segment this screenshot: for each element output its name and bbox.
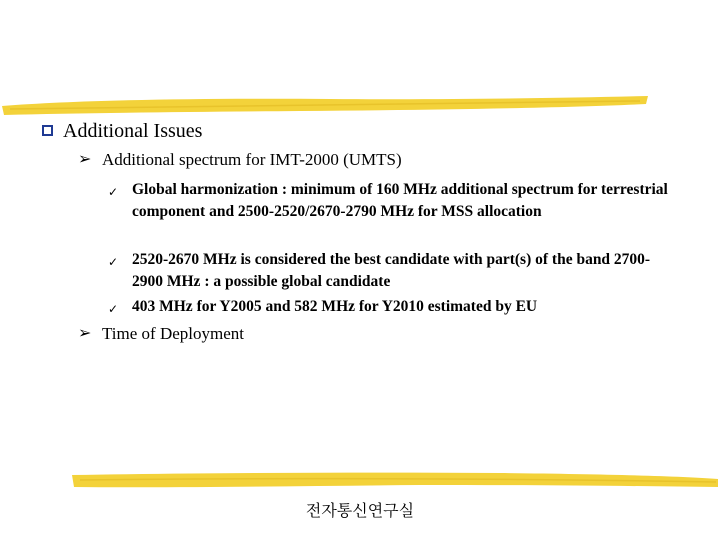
subheading-spectrum (78, 150, 402, 170)
main-heading (42, 120, 202, 143)
bullet-text: 403 MHz for Y2005 and 582 MHz for Y2010 estimated by EU (132, 298, 538, 315)
top-brush-stroke (0, 84, 720, 124)
checkmark-icon: ✓ (108, 255, 119, 269)
subheading-deployment-label: Time of Deployment (102, 324, 244, 343)
bullet-text: 2520-2670 MHz is considered the best candidate with part(s) of the band 2700-2900 MHz : a possible global candidate (132, 251, 651, 290)
subheading-spectrum-label: Additional spectrum for IMT-2000 (UMTS) (102, 150, 402, 169)
checkmark-icon: ✓ (108, 185, 119, 199)
bullet-global-harmonization (108, 179, 668, 223)
bullet-text: Global harmonization : minimum of 160 MHz additional spectrum for terrestrial component and 2500-2520/2670-2790 MHz for MSS allocation (132, 181, 668, 220)
arrowhead-icon: ➢ (78, 151, 92, 168)
bullet-eu-estimate (108, 296, 668, 318)
footer-lab-name: 전자통신연구실 (305, 501, 415, 520)
bullet-candidate-band (108, 249, 668, 293)
subheading-deployment (78, 324, 244, 344)
checkmark-icon: ✓ (108, 302, 119, 316)
main-heading-label: Additional Issues (63, 120, 203, 142)
bottom-brush-stroke (0, 463, 720, 499)
checkbox-square-icon (42, 125, 53, 136)
arrowhead-icon: ➢ (78, 325, 92, 342)
